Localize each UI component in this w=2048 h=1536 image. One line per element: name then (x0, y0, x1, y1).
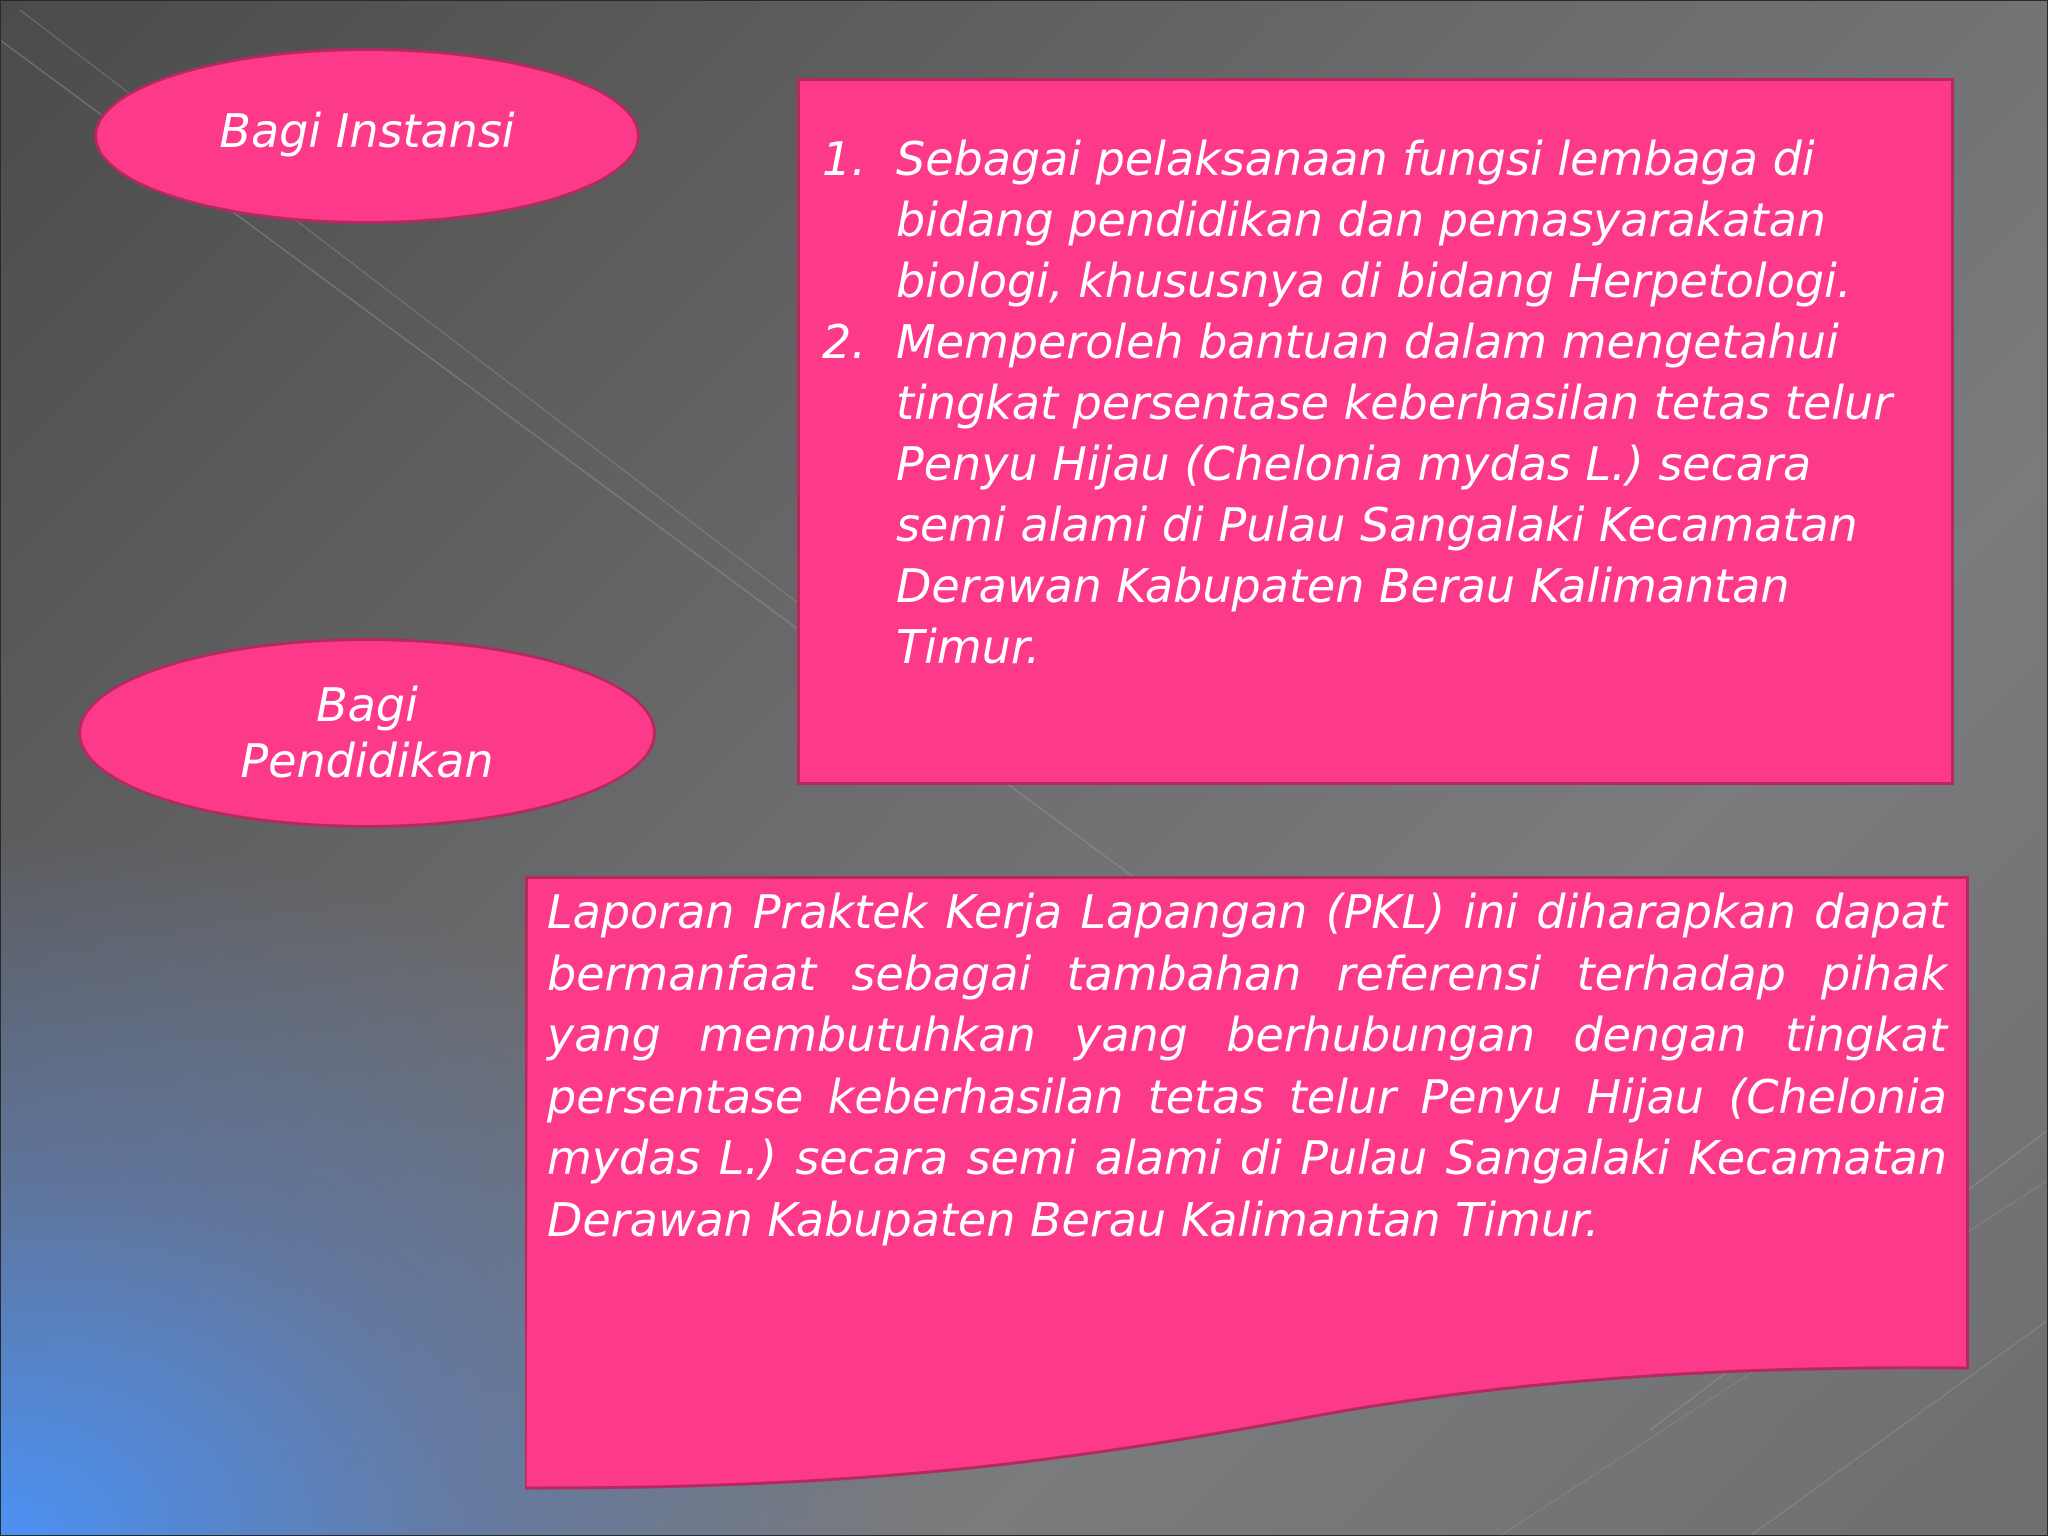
benefit-list (800, 129, 1931, 678)
benefit-number: 1. (822, 132, 866, 186)
instansi-label: Bagi Instansi (219, 104, 515, 158)
pendidikan-benefit-text: Laporan Praktek Kerja Lapangan (PKL) ini diharapkan dapat bermanfaat sebagai tambahan referensi terhadap pihak yang membutuhkan yang berhubungan dengan tingkat persentase keberhasilan tetas telur Penyu Hijau (Chelonia mydas L.) secara semi alami di Pulau Sangalaki Kecamatan Derawan Kabupaten Berau Kalimantan Timur. (547, 885, 1947, 1247)
benefit-item-2 (800, 312, 1931, 678)
instansi-oval (94, 48, 640, 224)
benefit-item-1 (800, 129, 1931, 312)
pendidikan-label: Bagi Pendidikan (240, 678, 494, 788)
pendidikan-oval (78, 638, 656, 828)
instansi-benefits-box (797, 78, 1954, 785)
pendidikan-benefit-box (525, 876, 1969, 1491)
benefit-text: Memperoleh bantuan dalam mengetahui tingkat persentase keberhasilan tetas telur Penyu Hijau (Chelonia mydas L.) secara semi alami di Pulau Sangalaki Kecamatan Derawan Kabupaten Berau Kalimantan Timur. (896, 315, 1893, 674)
benefit-text: Sebagai pelaksanaan fungsi lembaga di bidang pendidikan dan pemasyarakatan biologi, khususnya di bidang Herpetologi. (896, 132, 1852, 308)
benefit-number: 2. (822, 315, 866, 369)
